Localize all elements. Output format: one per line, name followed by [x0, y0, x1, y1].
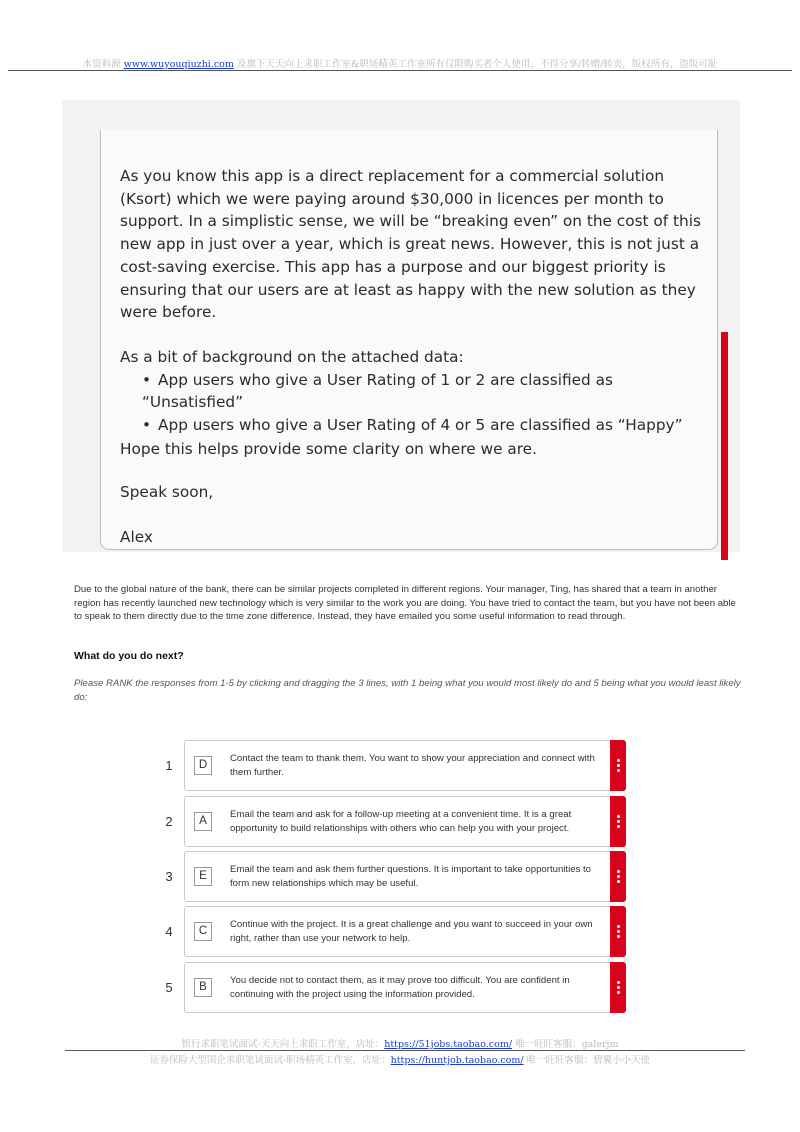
header-notice-prefix: 本资料源 [82, 59, 124, 70]
rank-number: 3 [165, 869, 173, 884]
footer-line-2 [0, 1052, 800, 1066]
ranking-row[interactable] [155, 962, 627, 1013]
email-body [120, 165, 705, 549]
response-text: Continue with the project. It is a great challenge and you want to succeed in your own right, rather than use your network to help. [230, 919, 593, 944]
response-card[interactable] [184, 796, 626, 847]
response-text: Email the team and ask for a follow-up meeting at a convenient time. It is a great opportunity to build relationships with others who can help you with your project. [230, 809, 572, 834]
footer-line-2-prefix: 证券保险大型国企求职笔试面试-职场精英工作室，店址： [149, 1055, 391, 1066]
rank-number: 1 [165, 758, 173, 773]
email-background-intro: As a bit of background on the attached data: [120, 347, 464, 366]
footer-line-2-suffix: 唯一旺旺客服：碧翼小小天使 [523, 1055, 651, 1066]
header-site-link[interactable]: www.wuyouqiuzhi.com [123, 59, 234, 70]
header-divider [8, 70, 792, 71]
ranking-row[interactable] [155, 796, 627, 847]
rank-number: 5 [165, 980, 173, 995]
footer-line-1-suffix: 唯一旺旺客服：galerjm [512, 1039, 619, 1050]
footer-divider [65, 1050, 745, 1051]
drag-handle-icon[interactable] [610, 906, 626, 957]
drag-handle-icon[interactable] [610, 796, 626, 847]
ranking-instructions: Please RANK the responses from 1-5 by clicking and dragging the 3 lines, with 1 being what you would most likely do and 5 being what you would least likely do: [74, 678, 741, 703]
email-hope-line: Hope this helps provide some clarity on where we are. [120, 439, 537, 458]
ranking-row[interactable] [155, 906, 627, 957]
response-letter: E [194, 867, 212, 886]
response-card[interactable] [184, 851, 626, 902]
response-letter: C [194, 922, 212, 941]
email-bullet-list [120, 369, 705, 437]
scenario-text: Due to the global nature of the bank, there can be similar projects completed in different regions. Your manager, Ting, has shared that a team in another region has recently launched new technology which is very similar to the work you are doing. You have tried to contact the team, but you have not been able to speak to them directly due to the time zone difference. Instead, they have emailed you some useful information to read through. [74, 584, 736, 622]
email-signature: Alex [120, 528, 153, 547]
drag-handle-icon[interactable] [610, 962, 626, 1013]
email-bullet: • App users who give a User Rating of 4 or 5 are classified as “Happy” [142, 414, 705, 437]
header-notice-suffix: 及旗下天天向上求职工作室&职场精英工作室所有仅限购买者个人使用，不得分享/转赠/转卖，版权所有，盗版可耻 [233, 59, 718, 70]
response-letter: A [194, 812, 212, 831]
response-card[interactable] [184, 906, 626, 957]
email-bullet: • App users who give a User Rating of 1 or 2 are classified as “Unsatisfied” [142, 369, 705, 414]
response-text: You decide not to contact them, as it may prove too difficult. You are confident in continuing with the project using the information provided. [230, 975, 570, 1000]
footer-line-1 [0, 1036, 800, 1050]
response-text: Contact the team to thank them. You want to show your appreciation and connect with them further. [230, 753, 595, 778]
footer-line-1-prefix: 银行求职笔试面试-天天向上求职工作室，店址： [181, 1039, 385, 1050]
email-paragraph: As you know this app is a direct replacement for a commercial solution (Ksort) which we were paying around $30,000 in licences per month to support. In a simplistic sense, we will be “breaking even” on the cost of this new app in just over a year, which is great news. However, this is not just a cost-saving exercise. This app has a purpose and our biggest priority is ensuring that our users are at least as happy with the new solution as they were before. [120, 167, 701, 322]
drag-handle-icon[interactable] [610, 740, 626, 791]
drag-handle-icon[interactable] [610, 851, 626, 902]
ranking-row[interactable] [155, 740, 627, 791]
question-heading: What do you do next? [74, 650, 184, 662]
response-card[interactable] [184, 962, 626, 1013]
footer-link-1[interactable]: https://51jobs.taobao.com/ [384, 1039, 513, 1050]
rank-number: 4 [165, 924, 173, 939]
response-letter: B [194, 978, 212, 997]
ranking-row[interactable] [155, 851, 627, 902]
footer-link-2[interactable]: https://huntjob.taobao.com/ [390, 1055, 524, 1066]
email-signoff: Speak soon, [120, 483, 214, 502]
response-letter: D [194, 756, 212, 775]
rank-number: 2 [165, 814, 173, 829]
scroll-accent-bar [721, 332, 728, 560]
response-card[interactable] [184, 740, 626, 791]
header-notice [0, 56, 800, 70]
response-text: Email the team and ask them further questions. It is important to take opportunities to form new relationships which may be useful. [230, 864, 592, 889]
